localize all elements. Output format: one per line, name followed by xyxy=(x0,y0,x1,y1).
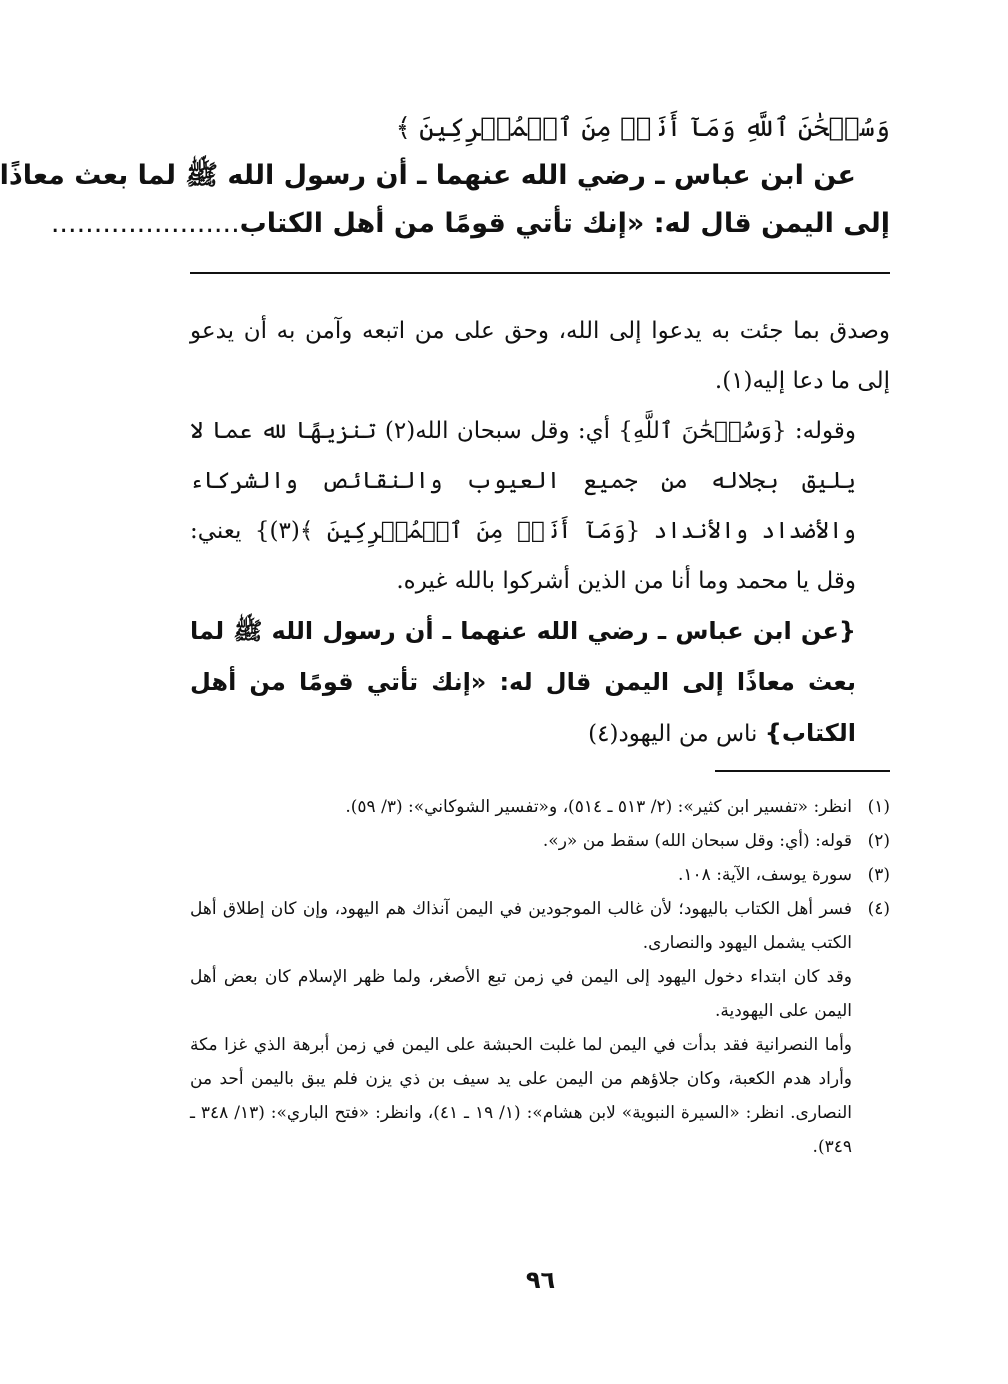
commentary-paragraph-3 xyxy=(190,606,890,759)
footnote-4 xyxy=(190,892,890,960)
footnote-1 xyxy=(190,790,890,824)
footnote-separator-rule xyxy=(715,770,890,772)
commentary-paragraph-2: وقوله: {وَسُبۡحَٰنَ ٱللَّهِ} أي: وقل سبحان الله(٢) تنزيهًا لله عما لا يليق بجلاله من جميع العيوب والنقائص والشركاء والأضداد والأنداد {وَمَآ أَنَا۠ مِنَ ٱلۡمُشۡرِكِينَ ﴾(٣)} يعني: وقل يا محمد وما أنا من الذين أشركوا بالله غيره. xyxy=(190,418,856,594)
footnote-4-paragraph-2: وقد كان ابتداء دخول اليهود إلى اليمن في زمن تبع الأصغر، ولما ظهر الإسلام كان بعض أهل اليمن على اليهودية. xyxy=(190,967,852,1021)
footnote-2 xyxy=(190,824,890,858)
footnote-number: (٢) xyxy=(867,831,890,851)
footnote-number: (١) xyxy=(867,797,890,817)
footnote-4-paragraph-3: وأما النصرانية فقد بدأت في اليمن لما غلبت الحبشة على اليمن في زمن أبرهة الذي غزا مكة وأراد هدم الكعبة، وكان جلاؤهم من اليمن على يد سيف بن ذي يزن فلم يبق باليمن أحد من النصارى. انظر: «السيرة النبوية» لابن هشام»: (١/ ١٩ ـ ٤١)، وانظر: «فتح الباري»: (١٣/ ٣٤٨ ـ ٣٤٩). xyxy=(190,1035,852,1157)
hadith-line-2 xyxy=(50,200,890,248)
quoted-hadith-text: {عن ابن عباس ـ رضي الله عنهما ـ أن رسول الله ﷺ لما بعث معاذًا إلى اليمن قال له: «إنك تأتي قومًا من أهل الكتاب} xyxy=(190,617,856,747)
footnote-3 xyxy=(190,858,890,892)
commentary-paragraph-3-rest: ناس من اليهود(٤) xyxy=(588,721,765,747)
hadith-line-1: عن ابن عباس ـ رضي الله عنهما ـ أن رسول الله ﷺ لما بعث معاذًا xyxy=(0,160,856,191)
matn-block xyxy=(0,104,890,248)
footnote-text: سورة يوسف، الآية: ١٠٨. xyxy=(677,865,852,885)
page-number: ٩٦ xyxy=(525,1266,556,1294)
footnote-number: (٤) xyxy=(867,899,890,919)
matn-separator-rule xyxy=(190,272,890,274)
continuation-dots: ...................... xyxy=(50,208,240,239)
quran-verse-line: وَسُبۡحَٰنَ ٱللَّهِ وَمَآ أَنَا۠ مِنَ ٱلۡمُشۡرِكِينَ ﴾ xyxy=(395,113,890,143)
footnote-text: قوله: (أي: وقل سبحان الله) سقط من «ر». xyxy=(542,831,852,851)
hadith-line-2-text: إلى اليمن قال له: «إنك تأتي قومًا من أهل الكتاب xyxy=(239,208,890,239)
commentary-paragraph-1: وصدق بما جئت به يدعوا إلى الله، وحق على من اتبعه وآمن به أن يدعو إلى ما دعا إليه(١). xyxy=(190,318,890,394)
footnotes-block xyxy=(190,790,890,1164)
commentary-block xyxy=(190,306,890,759)
footnote-text: انظر: «تفسير ابن كثير»: (٢/ ٥١٣ ـ ٥١٤)، و«تفسير الشوكاني»: (٣/ ٥٩). xyxy=(345,797,852,817)
footnote-text: فسر أهل الكتاب باليهود؛ لأن غالب الموجودين في اليمن آنذاك هم اليهود، وإن كان إطلاق أهل الكتب يشمل اليهود والنصارى. xyxy=(190,899,852,953)
footnote-number: (٣) xyxy=(867,865,890,885)
